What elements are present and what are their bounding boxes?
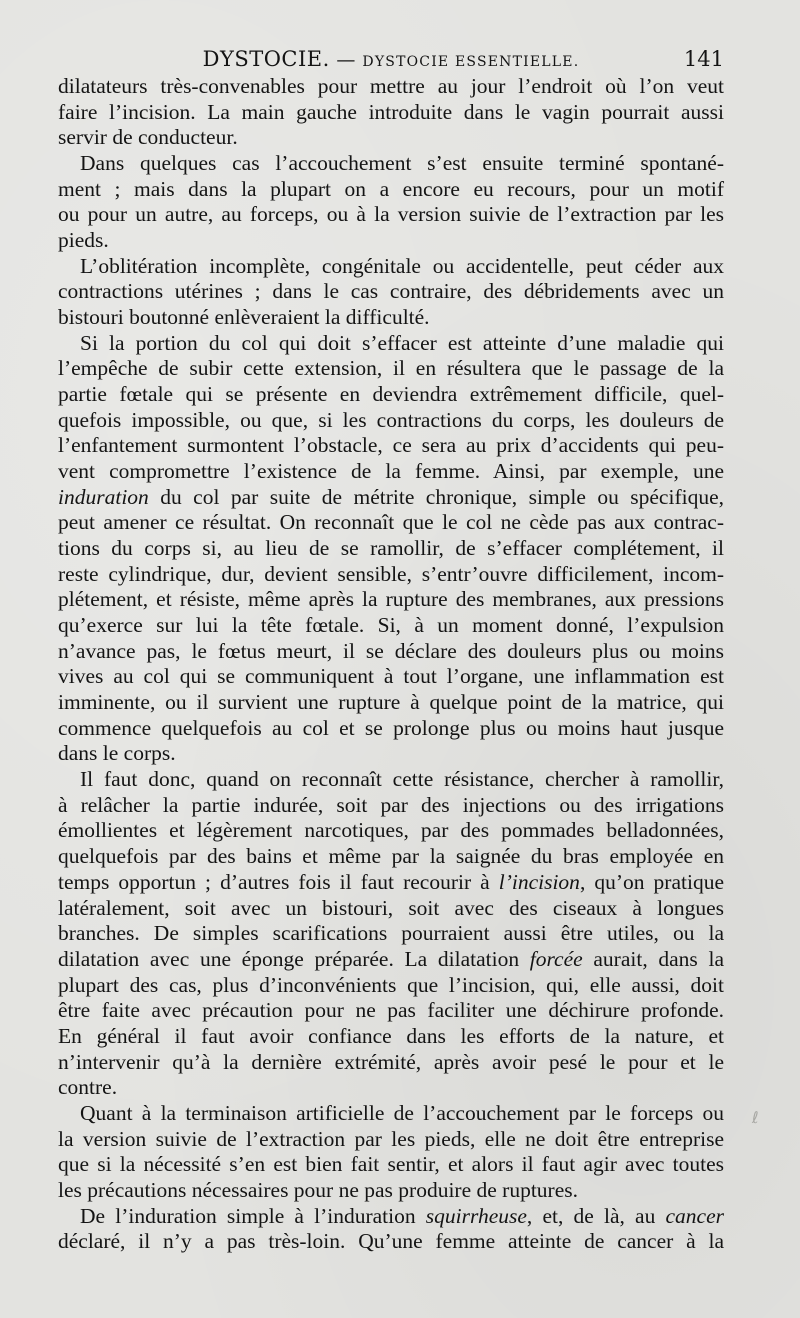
text-line: quelquefois par des bains et même par la saignée du bras employée en xyxy=(58,844,724,869)
page-header xyxy=(58,44,724,74)
text-line: Si la portion du col qui doit s’effacer est atteinte d’une maladie qui xyxy=(80,330,724,355)
text-line: la version suivie de l’extraction par les pieds, elle ne doit être entreprise xyxy=(58,1126,724,1151)
running-title-main: DYSTOCIE. xyxy=(202,47,330,71)
text-line: reste cylindrique, dur, devient sensible, s’entr’ouvre difficilement, incom- xyxy=(58,561,724,586)
page-number: 141 xyxy=(683,47,724,71)
emphasized-word: l’incision xyxy=(498,869,580,894)
text-line: plupart des cas, plus d’inconvénients que l’incision, qui, elle aussi, doit xyxy=(58,972,724,997)
text-line: ment ; mais dans la plupart on a encore eu recours, pour un motif xyxy=(58,176,724,201)
text-line: à relâcher la partie indurée, soit par des injections ou des irrigations xyxy=(58,792,724,817)
text-line: n’avance pas, le fœtus meurt, il se déclare des douleurs plus ou moins xyxy=(58,638,724,663)
text-line xyxy=(58,870,724,896)
text-span: du col par suite de métrite chronique, simple ou spécifique, xyxy=(148,484,724,509)
text-line: l’empêche de subir cette extension, il en résultera que le passage de la xyxy=(58,356,724,381)
emphasized-word: forcée xyxy=(529,946,583,971)
text-line: ou pour un autre, au forceps, ou à la version suivie de l’extraction par les xyxy=(58,202,724,227)
emphasized-word: squirrheuse xyxy=(425,1203,527,1228)
text-line: dans le corps. xyxy=(58,741,176,766)
margin-mark: ℓ xyxy=(752,1108,759,1127)
text-line: latéralement, soit avec un bistouri, soit avec des ciseaux à longues xyxy=(58,895,724,920)
text-line: peut amener ce résultat. On reconnaît que le col ne cède pas aux contrac- xyxy=(58,510,724,535)
text-line: branches. De simples scarifications pourraient aussi être utiles, ou la xyxy=(58,921,724,946)
text-span: dilatation avec une éponge préparée. La dilatation xyxy=(58,946,530,971)
text-line: Quant à la terminaison artificielle de l’accouchement par le forceps ou xyxy=(80,1100,724,1125)
text-line: Il faut donc, quand on reconnaît cette résistance, chercher à ramollir, xyxy=(80,767,724,792)
text-line: dilatateurs très-convenables pour mettre au jour l’endroit où l’on veut xyxy=(58,74,724,98)
running-title-sub: DYSTOCIE ESSENTIELLE. xyxy=(362,54,580,70)
text-line: Dans quelques cas l’accouchement s’est ensuite terminé spontané- xyxy=(80,151,724,176)
text-span: temps opportun ; d’autres fois il faut recourir à xyxy=(58,869,499,894)
text-span: , et, de là, au xyxy=(526,1203,666,1228)
text-line: imminente, ou il survient une rupture à quelque point de la matrice, qui xyxy=(58,690,724,715)
emphasized-word: cancer xyxy=(665,1203,724,1228)
emphasized-word: induration xyxy=(58,484,149,509)
text-line xyxy=(58,485,724,511)
body-text xyxy=(58,74,724,1255)
text-line: être faite avec précaution pour ne pas faciliter une déchirure profonde. xyxy=(58,998,724,1023)
text-line: vent compromettre l’existence de la femme. Ainsi, par exemple, une xyxy=(58,459,724,484)
text-line: les précautions nécessaires pour ne pas produire de ruptures. xyxy=(58,1177,578,1202)
text-line xyxy=(58,947,724,973)
text-line: quefois impossible, ou que, si les contractions du corps, les douleurs de xyxy=(58,407,724,432)
text-line: bistouri boutonné enlèveraient la difficulté. xyxy=(58,305,430,330)
text-span: De l’induration simple à l’induration xyxy=(80,1203,426,1228)
text-line: partie fœtale qui se présente en deviendra extrêmement difficile, quel- xyxy=(58,382,724,407)
text-line: que si la nécessité s’en est bien fait sentir, et alors il faut agir avec toutes xyxy=(58,1152,724,1177)
text-line: pieds. xyxy=(58,228,109,253)
running-title-separator: — xyxy=(329,49,363,71)
text-line: n’intervenir qu’à la dernière extrémité, après avoir pesé le pour et le xyxy=(58,1049,724,1074)
text-line: faire l’incision. La main gauche introduite dans le vagin pourrait aussi xyxy=(58,99,724,124)
text-line: tions du corps si, au lieu de se ramollir, de s’effacer complétement, il xyxy=(58,536,724,561)
text-line: servir de conducteur. xyxy=(58,125,238,150)
text-span: aurait, dans la xyxy=(582,946,724,971)
text-line: qu’exerce sur lui la tête fœtale. Si, à un moment donné, l’expulsion xyxy=(58,613,724,638)
text-line: L’oblitération incomplète, congénitale ou accidentelle, peut céder aux xyxy=(80,253,724,278)
text-line xyxy=(58,1204,724,1230)
text-line: En général il faut avoir confiance dans les efforts de la nature, et xyxy=(58,1023,724,1048)
text-line: contre. xyxy=(58,1075,118,1100)
text-line: commence quelquefois au col et se prolonge plus ou moins haut jusque xyxy=(58,715,724,740)
text-line: contractions utérines ; dans le cas contraire, des débridements avec un xyxy=(58,279,724,304)
text-line: plétement, et résiste, même après la rupture des membranes, aux pressions xyxy=(58,587,724,612)
running-title xyxy=(58,44,724,77)
text-line: l’enfantement surmontent l’obstacle, ce sera au prix d’accidents qui peu- xyxy=(58,433,724,458)
text-line: émollientes et légèrement narcotiques, par des pommades belladonnées, xyxy=(58,818,724,843)
text-line: vives au col qui se communiquent à tout l’organe, une inflammation est xyxy=(58,664,724,689)
text-span: , qu’on pratique xyxy=(579,869,724,894)
text-line: déclaré, il n’y a pas très-loin. Qu’une femme atteinte de cancer à la xyxy=(58,1229,724,1254)
